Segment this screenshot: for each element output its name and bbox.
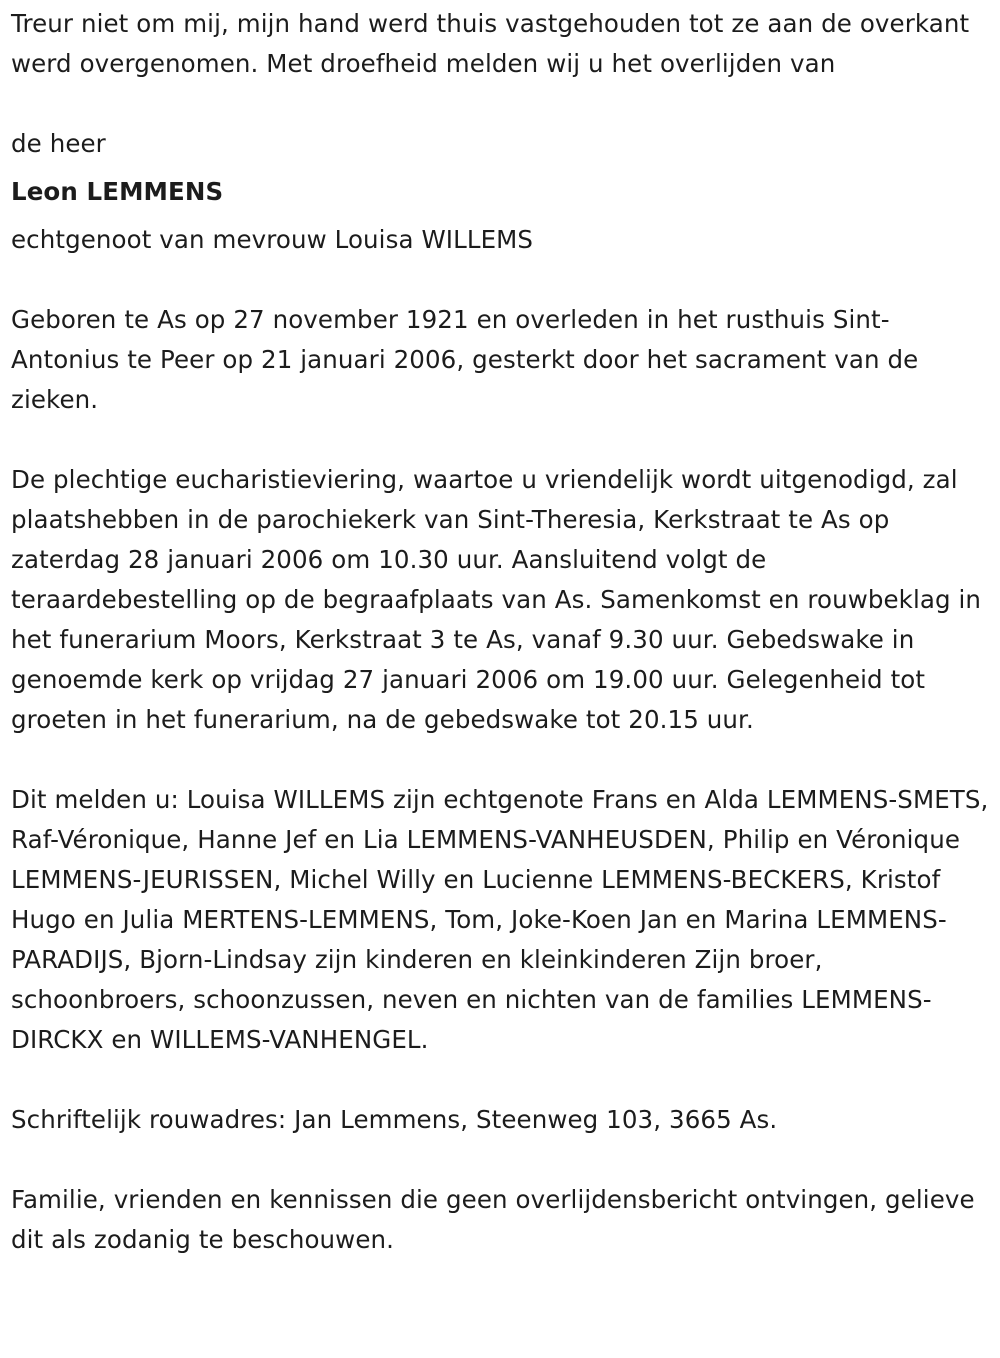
family-text: Dit melden u: Louisa WILLEMS zijn echtgenote Frans en Alda LEMMENS-SMETS, Raf-Véronique, Hanne Jef en Lia LEMMENS-VANHEUSDEN, Philip en Véronique LEMMENS-JEURISSEN, Michel Willy en Lucienne LEMMENS-BECKERS, Kristof Hugo en Julia MERTENS-LEMMENS, Tom, Joke-Koen Jan en Marina LEMMENS-PARADIJS, Bjorn-Lindsay zijn kinderen en kleinkinderen Zijn broer, schoonbroers, schoonzussen, neven en nichten van de families LEMMENS-DIRCKX en WILLEMS-VANHENGEL. (11, 785, 989, 1054)
spacer (11, 1060, 991, 1100)
spacer (11, 420, 991, 460)
spacer (11, 164, 991, 172)
ceremony-text: De plechtige eucharistieviering, waartoe u vriendelijk wordt uitgenodigd, zal plaatshebben in de parochiekerk van Sint-Theresia, Kerkstraat te As op zaterdag 28 januari 2006 om 10.30 uur. Aansluitend volgt de teraardebestelling op de begraafplaats van As. Samenkomst en rouwbeklag in het funerarium Moors, Kerkstraat 3 te As, vanaf 9.30 uur. Gebedswake in genoemde kerk op vrijdag 27 januari 2006 om 19.00 uur. Gelegenheid tot groeten in het funerarium, na de gebedswake tot 20.15 uur. (11, 465, 982, 734)
intro-text: Treur niet om mij, mijn hand werd thuis vastgehouden tot ze aan de overkant werd overgenomen. Met droefheid melden wij u het overlijden van (11, 9, 970, 78)
closing-text: Familie, vrienden en kennissen die geen overlijdensbericht ontvingen, gelieve dit als zodanig te beschouwen. (11, 1185, 975, 1254)
spacer (11, 740, 991, 780)
spouse-line: echtgenoot van mevrouw Louisa WILLEMS (11, 225, 534, 254)
salutation: de heer (11, 129, 106, 158)
birth-death-text: Geboren te As op 27 november 1921 en overleden in het rusthuis Sint-Antonius te Peer op 21 januari 2006, gesterkt door het sacrament van de zieken. (11, 305, 919, 414)
spacer (11, 212, 991, 220)
deceased-name: Leon LEMMENS (11, 177, 224, 206)
death-notice (11, 4, 991, 1260)
spacer (11, 260, 991, 300)
spacer (11, 1140, 991, 1180)
mourning-address: Schriftelijk rouwadres: Jan Lemmens, Steenweg 103, 3665 As. (11, 1105, 778, 1134)
spacer (11, 84, 991, 124)
